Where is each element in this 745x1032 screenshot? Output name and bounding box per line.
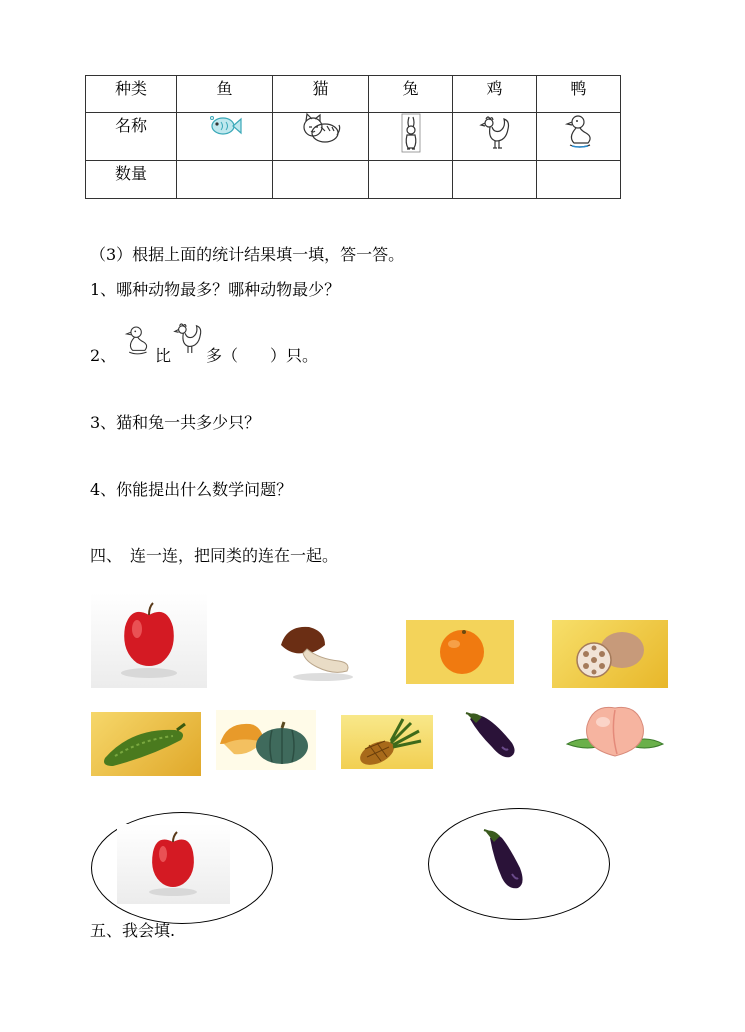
header-cat: 猫 [273, 76, 369, 113]
header-rabbit: 兔 [369, 76, 453, 113]
row-label-name: 名称 [86, 113, 177, 161]
count-cell-duck[interactable] [537, 161, 621, 199]
rabbit-icon [401, 113, 421, 153]
count-cell-cat[interactable] [273, 161, 369, 199]
eggplant-picture[interactable] [462, 705, 524, 763]
mushroom-picture[interactable] [273, 615, 368, 685]
header-duck: 鸭 [537, 76, 621, 113]
rooster-icon [172, 318, 204, 358]
pumpkin-picture[interactable] [216, 710, 316, 770]
duck-icon [124, 322, 150, 358]
header-chicken: 鸡 [453, 76, 537, 113]
count-cell-chicken[interactable] [453, 161, 537, 199]
question-2-suffix: 多（ ）只。 [206, 346, 319, 365]
group-apple-picture [117, 824, 230, 904]
row-label-type: 种类 [86, 76, 177, 113]
rooster-icon [478, 113, 512, 151]
lotus-root-picture[interactable] [552, 620, 668, 688]
count-cell-fish[interactable] [177, 161, 273, 199]
question-2-mid: 比 [155, 346, 172, 365]
fish-icon [208, 113, 242, 139]
section5-header: 五、我会填. [90, 921, 176, 940]
table-row-type [86, 76, 621, 113]
bitter-melon-picture[interactable] [91, 712, 201, 776]
question-2 [90, 343, 116, 366]
section3-header: （3）根据上面的统计结果填一填，答一答。 [90, 245, 405, 264]
section4-header: 四、 连一连，把同类的连在一起。 [90, 546, 339, 565]
question-2-prefix: 2、 [90, 346, 117, 365]
duck-icon [564, 113, 594, 149]
table-row-name [86, 113, 621, 161]
question-4: 4、你能提出什么数学问题？ [90, 480, 293, 499]
count-cell-rabbit[interactable] [369, 161, 453, 199]
peach-picture[interactable] [565, 698, 665, 762]
table-row-count [86, 161, 621, 199]
row-label-count: 数量 [86, 161, 177, 199]
orange-picture[interactable] [406, 620, 514, 684]
pineapple-picture[interactable] [341, 715, 433, 769]
question-3: 3、猫和兔一共多少只？ [90, 413, 261, 432]
group-eggplant-picture [476, 822, 546, 894]
header-fish: 鱼 [177, 76, 273, 113]
cat-icon [301, 113, 341, 145]
animal-count-table [85, 75, 621, 199]
apple-picture[interactable] [91, 593, 207, 688]
question-1: 1、哪种动物最多？哪种动物最少？ [90, 280, 341, 299]
